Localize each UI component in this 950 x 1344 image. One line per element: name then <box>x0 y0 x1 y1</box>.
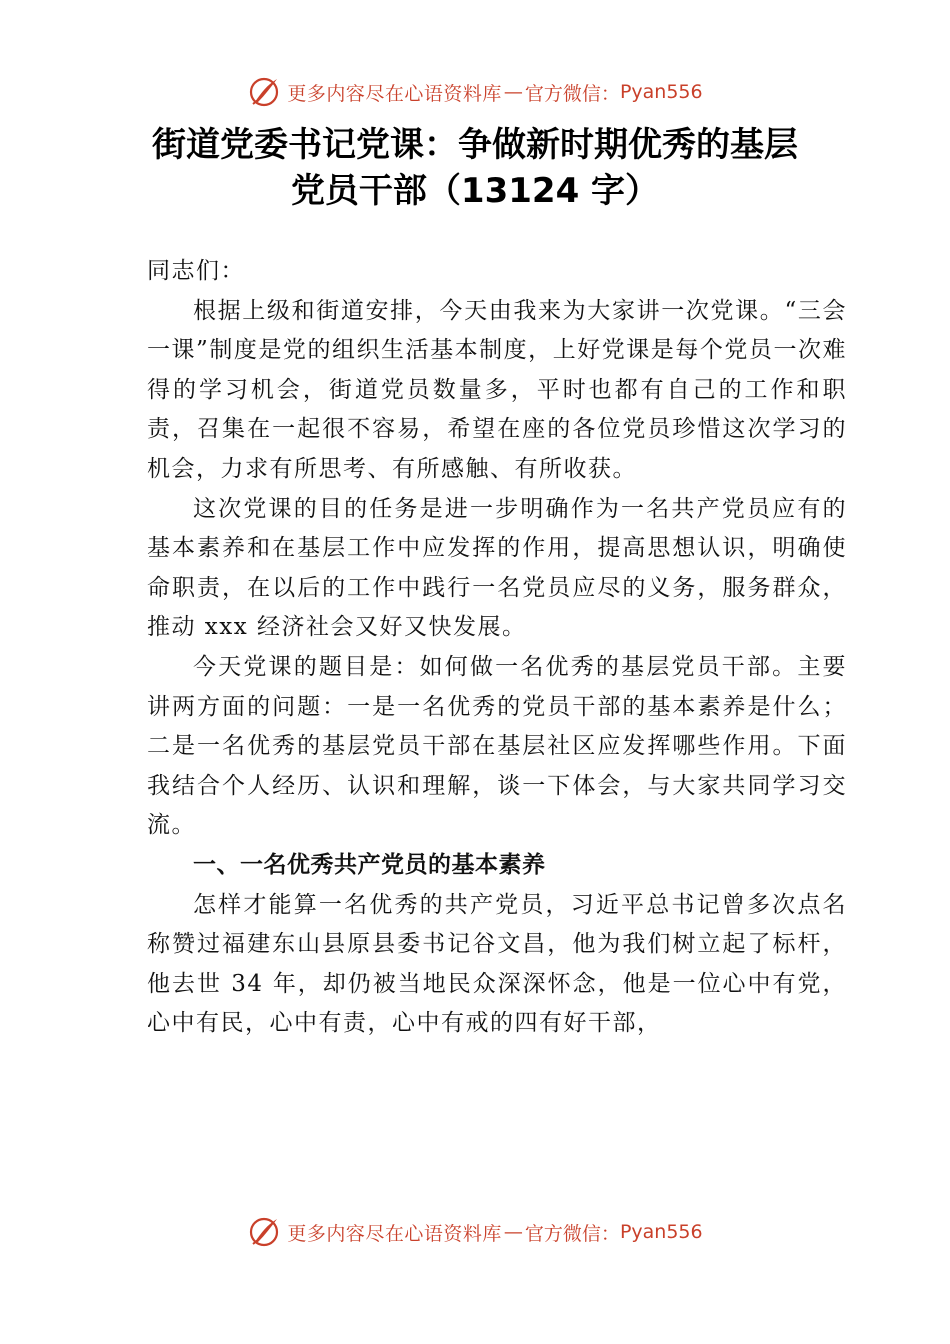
header-banner <box>0 72 950 112</box>
banner-brand-text: 更多内容尽在心语资料库 <box>287 1222 502 1245</box>
feather-pen-circle-icon <box>247 1215 281 1249</box>
banner-wechat-id: Pyan556 <box>619 1221 703 1243</box>
title-line-2: 党员干部（13124 字） <box>290 171 660 211</box>
feather-pen-circle-icon <box>247 75 281 109</box>
banner-separator: — <box>503 1221 523 1243</box>
paragraph: 这次党课的目的任务是进一步明确作为一名共产党员应有的基本素养和在基层工作中应发挥的作用，提高思想认识，明确使命职责，在以后的工作中践行一名党员应尽的义务，服务群众，推动 xxx 经济社会又好又快发展。 <box>147 495 847 641</box>
banner-brand-text: 更多内容尽在心语资料库 <box>287 82 502 105</box>
paragraph: 怎样才能算一名优秀的共产党员，习近平总书记曾多次点名称赞过福建东山县原县委书记谷文昌，他为我们树立起了标杆，他去世 34 年，却仍被当地民众深深怀念，他是一位心中有党，心中有民，心中有责，心中有戒的四有好干部， <box>147 891 847 1037</box>
banner-wechat-label: 官方微信： <box>524 82 620 105</box>
document-body <box>147 252 847 1044</box>
paragraph: 根据上级和街道安排，今天由我来为大家讲一次党课。“三会一课”制度是党的组织生活基本制度，上好党课是每个党员一次难得的学习机会，街道党员数量多，平时也都有自己的工作和职责，召集在一起很不容易，希望在座的各位党员珍惜这次学习的机会，力求有所思考、有所感触、有所收获。 <box>147 297 847 482</box>
title-line-1: 街道党委书记党课：争做新时期优秀的基层 <box>152 125 798 165</box>
banner-wechat-label: 官方微信： <box>524 1222 620 1245</box>
paragraph: 今天党课的题目是：如何做一名优秀的基层党员干部。主要讲两方面的问题：一是一名优秀的党员干部的基本素养是什么；二是一名优秀的基层党员干部在基层社区应发挥哪些作用。下面我结合个人经历、认识和理解，谈一下体会，与大家共同学习交流。 <box>147 653 847 839</box>
banner-wechat-id: Pyan556 <box>619 81 703 103</box>
document-title <box>0 122 950 214</box>
banner-separator: — <box>503 81 523 103</box>
footer-banner <box>0 1212 950 1252</box>
salutation: 同志们： <box>147 258 245 284</box>
section-heading: 一、一名优秀共产党员的基本素养 <box>193 851 546 878</box>
